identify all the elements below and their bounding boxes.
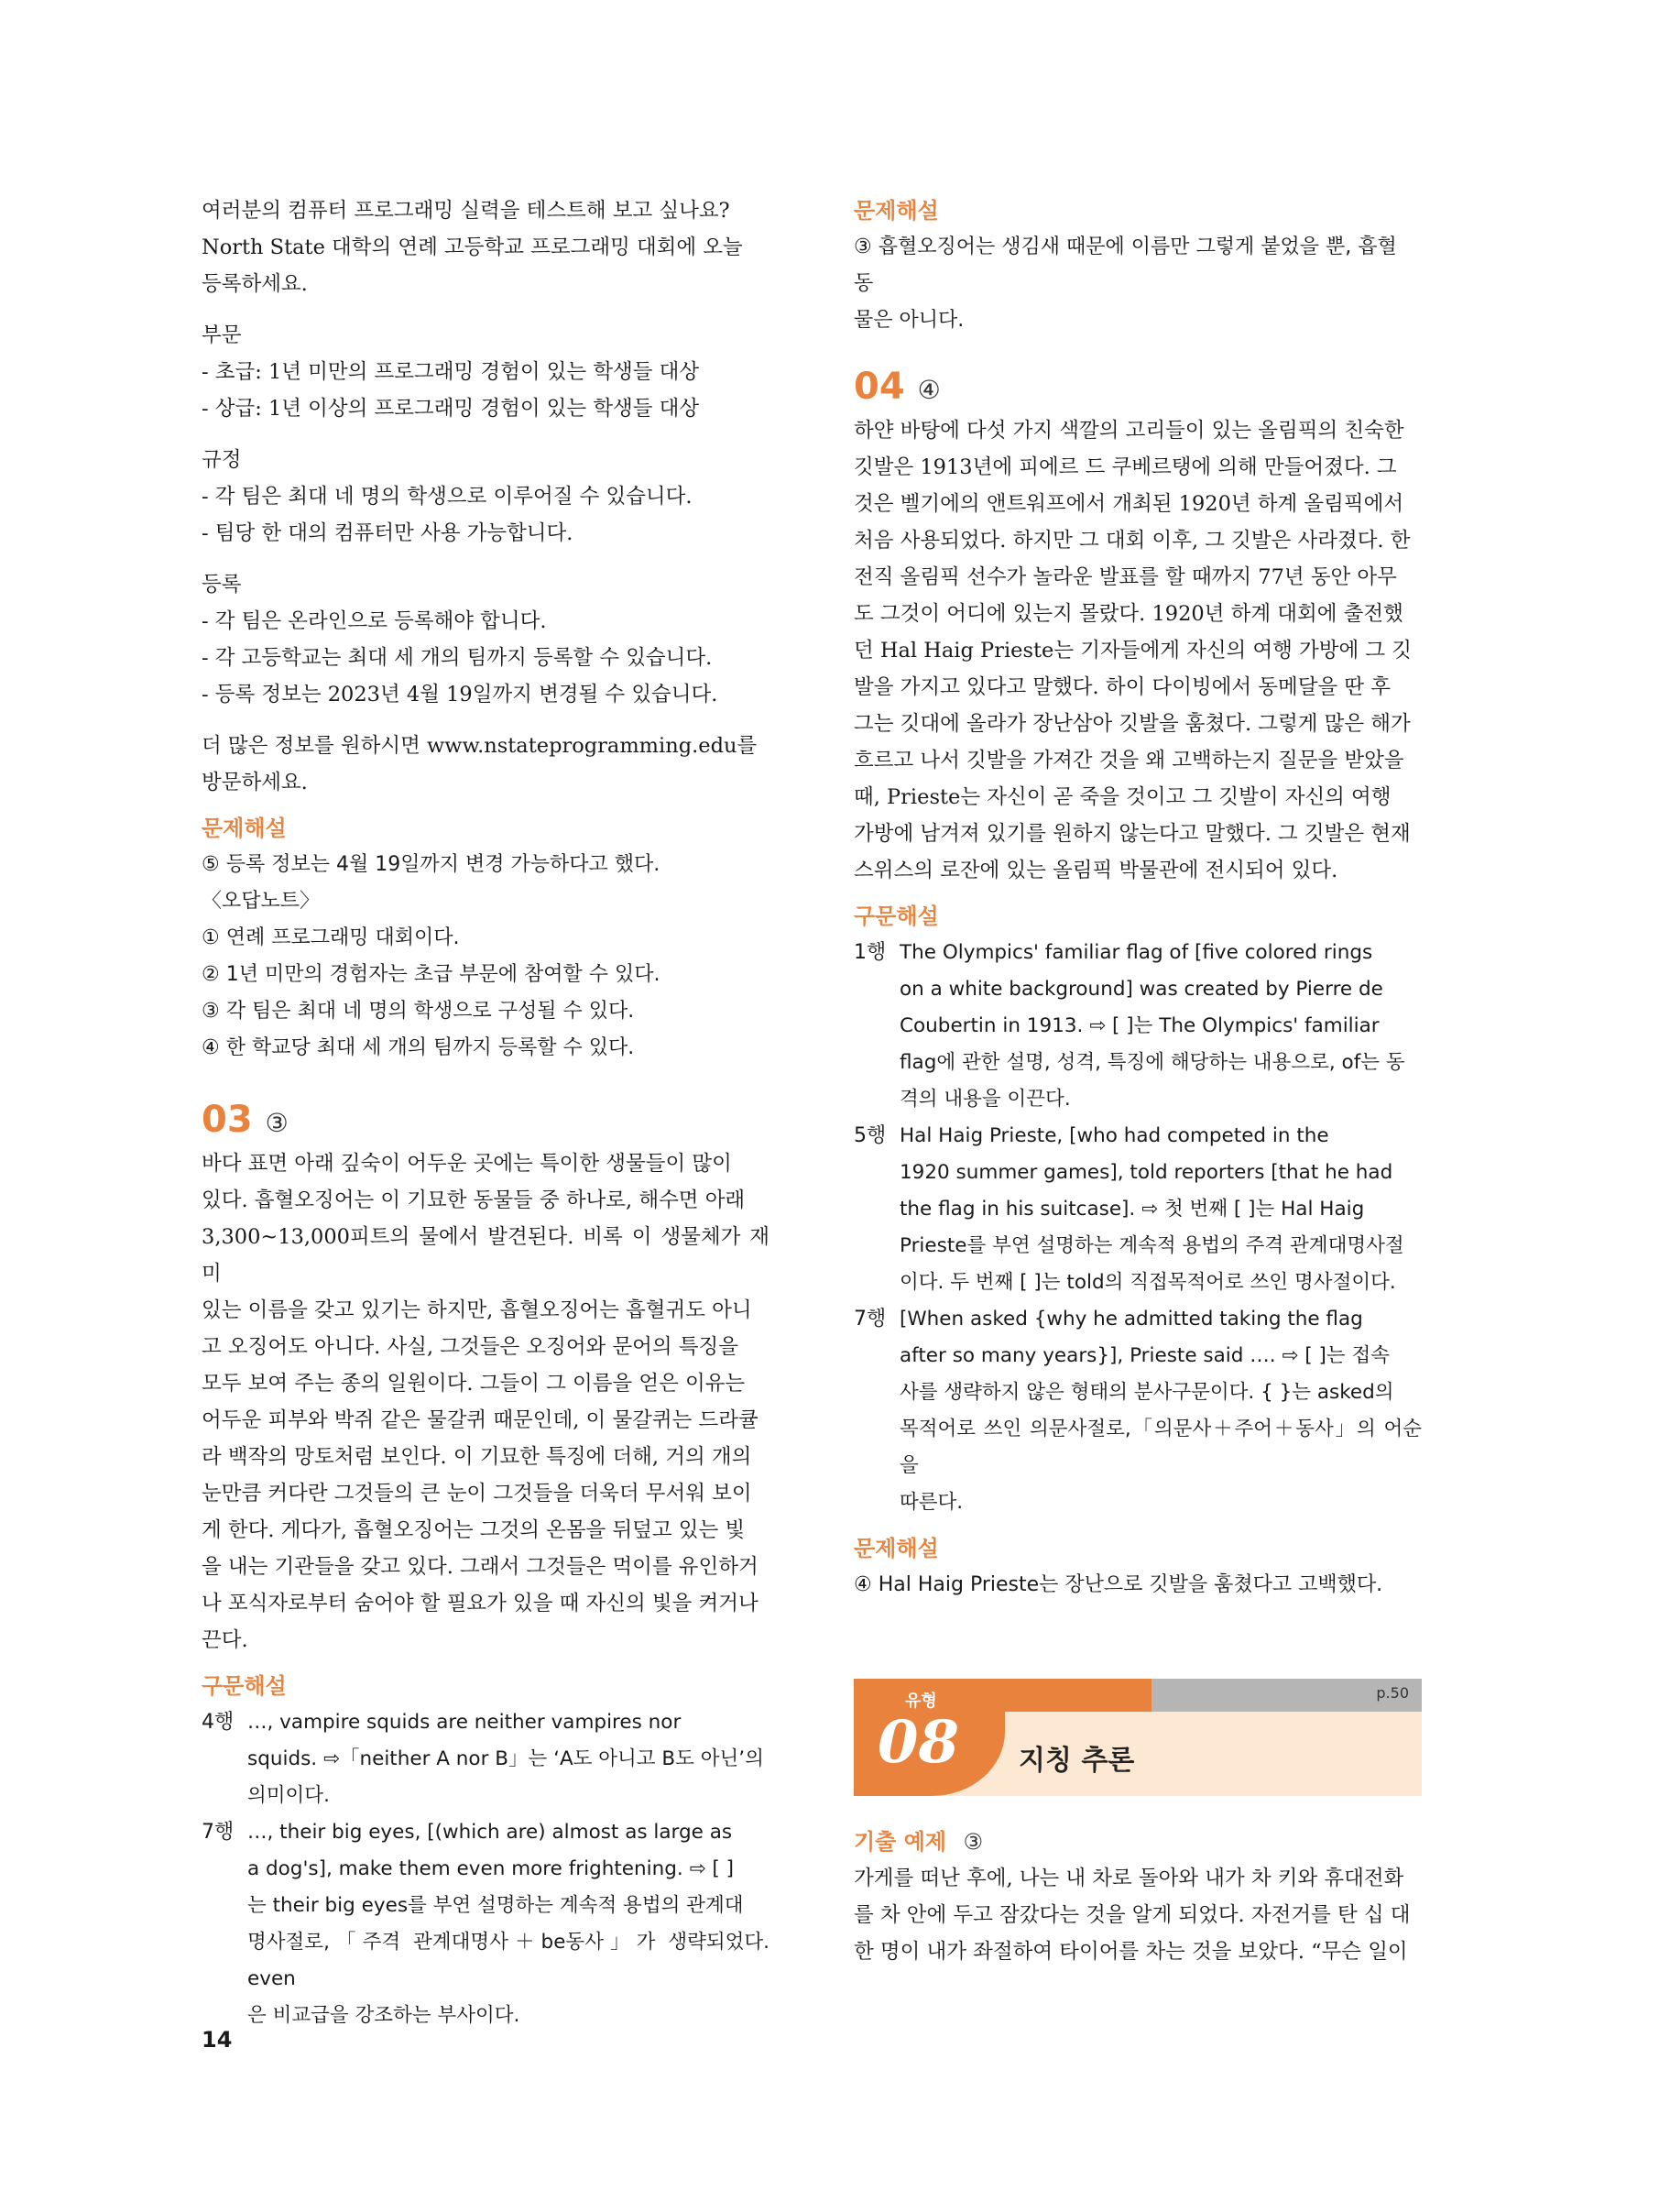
grammar-line: 의미이다. xyxy=(247,1784,330,1807)
passage-line: 깃발은 1913년에 피에르 드 쿠베르탱에 의해 만들어졌다. 그 xyxy=(854,455,1397,479)
rules-title: 규정 xyxy=(202,448,242,472)
intro-line: 여러분의 컴퓨터 프로그래밍 실력을 테스트해 보고 싶나요? xyxy=(202,199,730,223)
wrong-note-item: ④ 한 학교당 최대 세 개의 팀까지 등록할 수 있다. xyxy=(202,1036,635,1059)
wrong-note-title: 〈오답노트〉 xyxy=(202,890,321,913)
grammar-line: Prieste를 부연 설명하는 계속적 용법의 주격 관계대명사절 xyxy=(900,1234,1404,1257)
grammar-line: 사를 생략하지 않은 형태의 분사구문이다. { }는 asked의 xyxy=(900,1381,1394,1404)
division-item: - 상급: 1년 이상의 프로그래밍 경험이 있는 학생들 대상 xyxy=(202,397,700,421)
grammar-line: 1920 summer games], told reporters [that he had xyxy=(900,1161,1393,1184)
passage-line: 나 포식자로부터 숨어야 할 필요가 있을 때 자신의 빛을 켜거나 xyxy=(202,1592,759,1615)
passage-line: 하얀 바탕에 다섯 가지 색깔의 고리들이 있는 올림픽의 친숙한 xyxy=(854,419,1404,443)
grammar-line: …, their big eyes, [(which are) almost as large as xyxy=(247,1821,733,1844)
grammar-line: 이다. 두 번째 [ ]는 told의 직접목적어로 쓰인 명사절이다. xyxy=(900,1271,1396,1294)
answer-heading: 문제해설 xyxy=(854,198,939,224)
banner-accent xyxy=(982,1679,1152,1712)
example-answer: ③ xyxy=(963,1829,983,1855)
example-line: 한 명이 내가 좌절하여 타이어를 차는 것을 보았다. “무슨 일이 xyxy=(854,1940,1408,1964)
passage-line: 3,300~13,000피트의 물에서 발견된다. 비록 이 생물체가 재미 xyxy=(202,1225,770,1286)
intro-line: 등록하세요. xyxy=(202,272,308,296)
rules-item: - 팀당 한 대의 컴퓨터만 사용 가능합니다. xyxy=(202,521,573,545)
grammar-line: 따른다. xyxy=(900,1491,964,1514)
example-heading xyxy=(854,1823,1422,1860)
example-heading-label: 기출 예제 xyxy=(854,1829,947,1855)
line-ref: 5행 xyxy=(854,1124,887,1147)
grammar-item xyxy=(202,1704,770,1814)
passage-line: 던 Hal Haig Prieste는 기자들에게 자신의 여행 가방에 그 깃 xyxy=(854,639,1413,663)
banner-number: 08 xyxy=(878,1708,960,1777)
grammar-line: 은 비교급을 강조하는 부사이다. xyxy=(247,2004,520,2027)
grammar-heading: 구문해설 xyxy=(854,903,939,929)
rules-item: - 각 팀은 최대 네 명의 학생으로 이루어질 수 있습니다. xyxy=(202,485,693,509)
passage-line: 게 한다. 게다가, 흡혈오징어는 그것의 온몸을 뒤덮고 있는 빛 xyxy=(202,1518,746,1542)
passage-line: 있다. 흡혈오징어는 이 기묘한 동물들 중 하나로, 해수면 아래 xyxy=(202,1188,746,1212)
banner-page-ref: p.50 xyxy=(1376,1684,1409,1702)
grammar-line: 는 their big eyes를 부연 설명하는 계속적 용법의 관계대 xyxy=(247,1894,744,1917)
passage-line: 때, Prieste는 자신이 곧 죽을 것이고 그 깃발이 자신의 여행 xyxy=(854,785,1392,809)
answer-heading: 문제해설 xyxy=(854,1536,939,1561)
passage-line: 흐르고 나서 깃발을 가져간 것을 왜 고백하는지 질문을 받았을 xyxy=(854,749,1404,772)
intro-line: North State 대학의 연례 고등학교 프로그래밍 대회에 오늘 xyxy=(202,235,743,259)
passage-line: 을 내는 기관들을 갖고 있다. 그래서 그것들은 먹이를 유인하거 xyxy=(202,1555,759,1579)
passage-line: 어두운 피부와 박쥐 같은 물갈퀴 때문인데, 이 물갈퀴는 드라큘 xyxy=(202,1408,759,1432)
passage-line: 그는 깃대에 올라가 장난삼아 깃발을 훔쳤다. 그렇게 많은 해가 xyxy=(854,712,1411,736)
passage-line: 바다 표면 아래 깊숙이 어두운 곳에는 특이한 생물들이 많이 xyxy=(202,1152,732,1176)
passage-line: 전직 올림픽 선수가 놀라운 발표를 할 때까지 77년 동안 아무 xyxy=(854,565,1397,589)
passage-line: 있는 이름을 갖고 있기는 하지만, 흡혈오징어는 흡혈귀도 아니 xyxy=(202,1298,752,1322)
section-04-heading xyxy=(854,365,1422,409)
grammar-line: …, vampire squids are neither vampires nor xyxy=(247,1711,682,1734)
grammar-line: the flag in his suitcase]. ⇨ 첫 번째 [ ]는 Hal Haig xyxy=(900,1198,1365,1221)
section-answer: ③ xyxy=(265,1108,289,1138)
passage-line: 고 오징어도 아니다. 사실, 그것들은 오징어와 문어의 특징을 xyxy=(202,1335,739,1359)
right-column xyxy=(854,192,1422,1604)
type-banner xyxy=(854,1679,1422,1796)
grammar-line: Hal Haig Prieste, [who had competed in the xyxy=(900,1124,1329,1147)
grammar-line: flag에 관한 설명, 성격, 특징에 해당하는 내용으로, of는 동 xyxy=(900,1051,1405,1074)
grammar-line: [When asked {why he admitted taking the flag xyxy=(900,1308,1363,1330)
passage-line: 발을 가지고 있다고 말했다. 하이 다이빙에서 동메달을 딴 후 xyxy=(854,675,1392,699)
division-item: - 초급: 1년 미만의 프로그래밍 경험이 있는 학생들 대상 xyxy=(202,360,700,384)
section-number: 03 xyxy=(202,1099,253,1141)
registration-item: - 각 팀은 온라인으로 등록해야 합니다. xyxy=(202,609,547,633)
grammar-item xyxy=(854,935,1422,1118)
grammar-line: The Olympics' familiar flag of [five colored rings xyxy=(900,941,1373,964)
grammar-item xyxy=(202,1814,770,2034)
passage-line: 눈만큼 커다란 그것들의 큰 눈이 그것들을 더욱더 무서워 보이 xyxy=(202,1482,752,1506)
grammar-item xyxy=(854,1118,1422,1301)
grammar-line: 목적어로 쓰인 의문사절로,「의문사＋주어＋동사」의 어순을 xyxy=(900,1418,1422,1477)
registration-item: - 각 고등학교는 최대 세 개의 팀까지 등록할 수 있습니다. xyxy=(202,646,713,670)
banner-title: 지칭 추론 xyxy=(1019,1745,1135,1777)
division-title: 부문 xyxy=(202,323,242,347)
grammar-heading: 구문해설 xyxy=(202,1673,287,1699)
page-number: 14 xyxy=(202,2027,233,2053)
grammar-line: 격의 내용을 이끈다. xyxy=(900,1088,1071,1111)
wrong-note-item: ① 연례 프로그래밍 대회이다. xyxy=(202,926,460,949)
answer-heading: 문제해설 xyxy=(202,816,287,841)
example-line: 를 차 안에 두고 잠갔다는 것을 알게 되었다. 자전거를 탄 십 대 xyxy=(854,1903,1411,1927)
grammar-line: a dog's], make them even more frightening. ⇨ [ ] xyxy=(247,1857,735,1880)
passage-line: 끈다. xyxy=(202,1628,248,1652)
answer-text: ④ Hal Haig Prieste는 장난으로 깃발을 훔쳤다고 고백했다. xyxy=(854,1573,1383,1596)
passage-line: 가방에 남겨져 있기를 원하지 않는다고 말했다. 그 깃발은 현재 xyxy=(854,822,1411,846)
example-block xyxy=(854,1823,1422,1970)
line-ref: 1행 xyxy=(854,941,887,964)
banner-type-label: 유형 xyxy=(905,1692,937,1711)
passage-line: 처음 사용되었다. 하지만 그 대회 이후, 그 깃발은 사라졌다. 한 xyxy=(854,529,1411,553)
passage-line: 모두 보여 주는 종의 일원이다. 그들이 그 이름을 얻은 이유는 xyxy=(202,1372,746,1396)
section-number: 04 xyxy=(854,366,905,408)
answer-line: ③ 흡혈오징어는 생김새 때문에 이름만 그렇게 붙었을 뿐, 흡혈 동 xyxy=(854,235,1397,295)
passage-line: 것은 벨기에의 앤트워프에서 개최된 1920년 하계 올림픽에서 xyxy=(854,492,1404,516)
section-answer: ④ xyxy=(917,375,941,405)
wrong-note-item: ② 1년 미만의 경험자는 초급 부문에 참여할 수 있다. xyxy=(202,963,660,986)
more-info-line: 더 많은 정보를 원하시면 www.nstateprogramming.edu를 xyxy=(202,734,758,758)
grammar-line: after so many years}], Prieste said …. ⇨ [ ]는 접속 xyxy=(900,1344,1391,1367)
grammar-line: Coubertin in 1913. ⇨ [ ]는 The Olympics' familiar xyxy=(900,1014,1380,1037)
grammar-item xyxy=(854,1301,1422,1521)
answer-line: 물은 아니다. xyxy=(854,309,965,332)
line-ref: 4행 xyxy=(202,1711,235,1734)
grammar-line: on a white background] was created by Pierre de xyxy=(900,978,1383,1001)
more-info-line: 방문하세요. xyxy=(202,771,308,794)
registration-item: - 등록 정보는 2023년 4월 19일까지 변경될 수 있습니다. xyxy=(202,683,718,706)
passage-line: 도 그것이 어디에 있는지 몰랐다. 1920년 하계 대회에 출전했 xyxy=(854,602,1403,626)
grammar-line: squids. ⇨「neither A nor B」는 ‘A도 아니고 B도 아닌’의 xyxy=(247,1747,764,1770)
wrong-note-item: ③ 각 팀은 최대 네 명의 학생으로 구성될 수 있다. xyxy=(202,1000,635,1023)
line-ref: 7행 xyxy=(854,1308,887,1330)
passage-line: 스위스의 로잔에 있는 올림픽 박물관에 전시되어 있다. xyxy=(854,859,1338,882)
line-ref: 7행 xyxy=(202,1821,235,1844)
example-line: 가게를 떠난 후에, 나는 내 차로 돌아와 내가 차 키와 휴대전화 xyxy=(854,1867,1404,1890)
left-column xyxy=(202,192,770,2034)
registration-title: 등록 xyxy=(202,573,242,597)
grammar-line: 명사절로,「주격 관계대명사＋be동사」가 생략되었다. even xyxy=(247,1931,770,1990)
section-03-heading xyxy=(202,1098,770,1142)
passage-line: 라 백작의 망토처럼 보인다. 이 기묘한 특징에 더해, 거의 개의 xyxy=(202,1445,752,1469)
answer-text: ⑤ 등록 정보는 4월 19일까지 변경 가능하다고 했다. xyxy=(202,853,660,876)
